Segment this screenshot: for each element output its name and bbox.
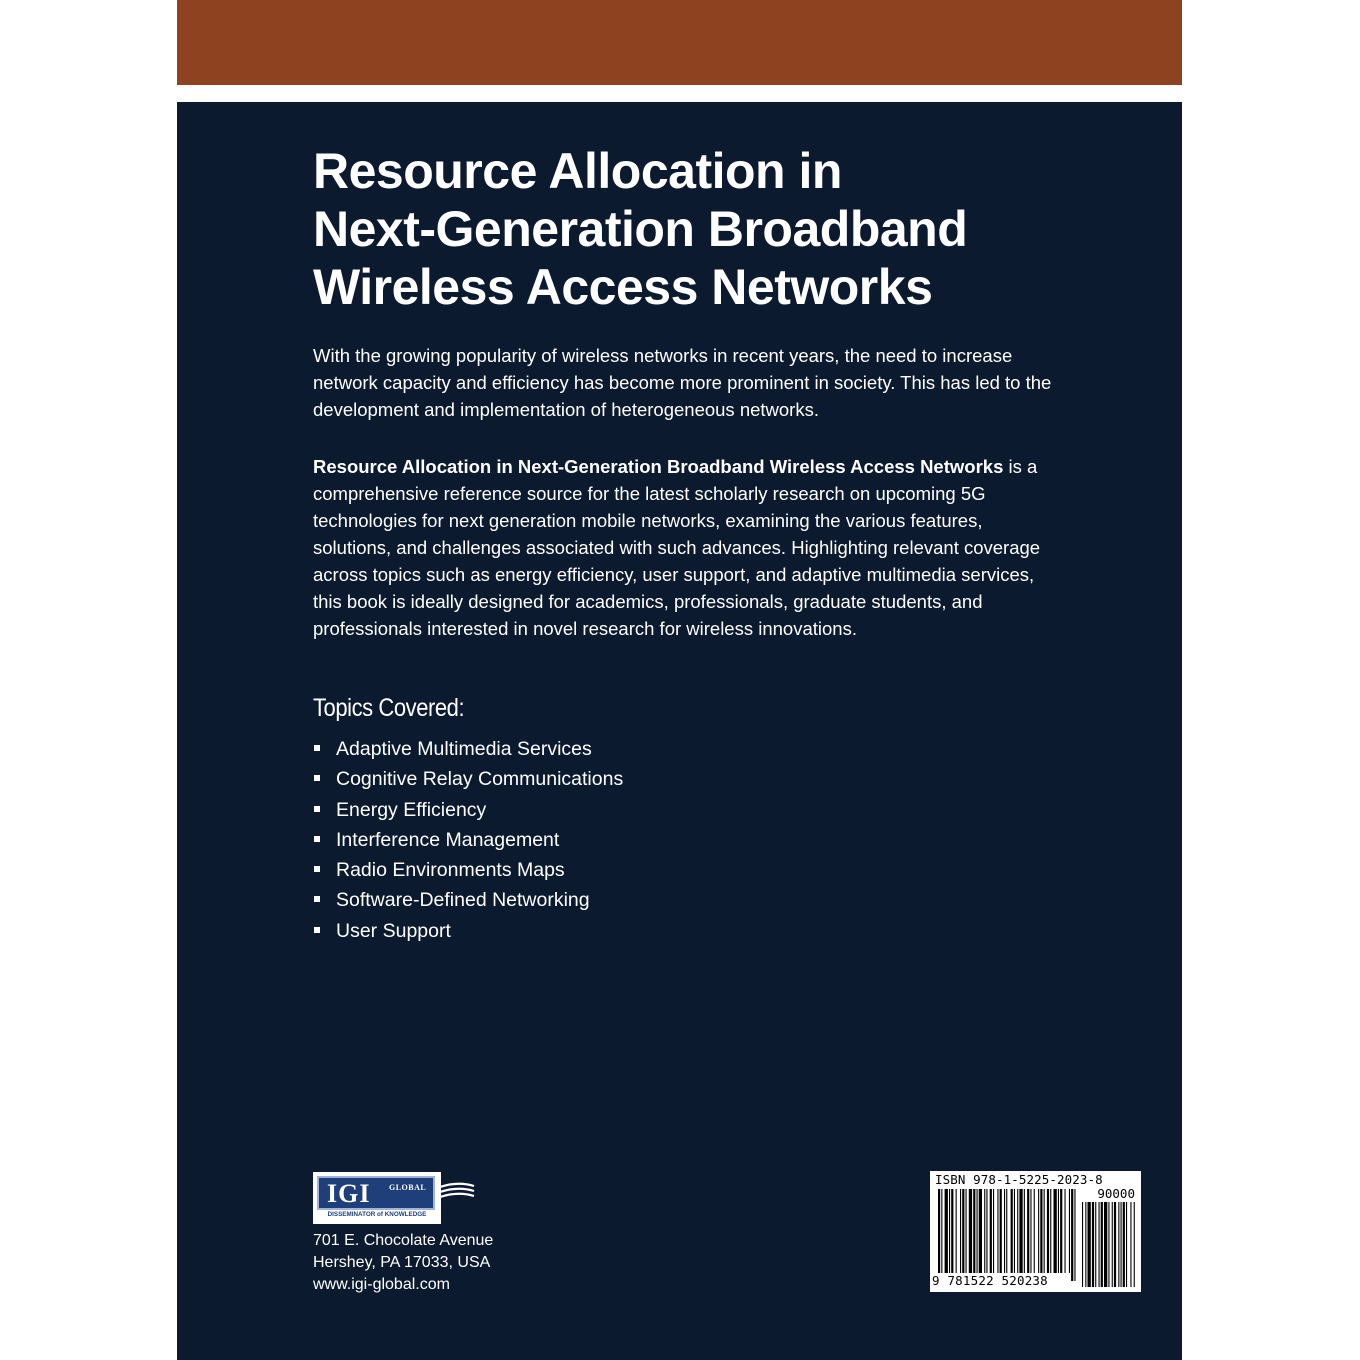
bullet-icon (314, 836, 320, 842)
barcode-bar (1030, 1189, 1031, 1273)
barcode-addon-bar (1099, 1202, 1100, 1287)
bullet-icon (314, 745, 320, 751)
isbn-barcode (930, 1171, 1141, 1292)
barcode-bar (960, 1189, 961, 1273)
barcode-bar (969, 1189, 972, 1273)
title-line: Wireless Access Networks (313, 259, 933, 315)
barcode-addon-bar (1130, 1202, 1131, 1287)
publisher-website: www.igi-global.com (313, 1276, 450, 1293)
list-item (313, 885, 623, 915)
logo-subtext: GLOBAL (389, 1183, 427, 1192)
barcode-addon-bar (1085, 1202, 1086, 1287)
back-cover (177, 102, 1182, 1360)
title-line: Next-Generation Broadband (313, 201, 968, 257)
barcode-bar (1000, 1189, 1002, 1273)
barcode-bar (979, 1189, 982, 1273)
topic-label: Adaptive Multimedia Services (336, 738, 592, 760)
list-item (313, 916, 623, 946)
barcode-bar (993, 1189, 994, 1273)
barcode-addon-bar (1104, 1202, 1107, 1287)
barcode-bar (1011, 1189, 1013, 1273)
topic-label: Cognitive Relay Communications (336, 768, 624, 791)
barcode-bar (1019, 1189, 1022, 1273)
topic-label: Interference Management (336, 828, 560, 851)
igi-global-logo (313, 1172, 441, 1224)
barcode-bar (1050, 1189, 1051, 1273)
topic-label: Radio Environments Maps (336, 859, 565, 882)
book-title (313, 142, 1133, 316)
topics-heading: Topics Covered: (313, 694, 465, 722)
barcode-bar (941, 1189, 942, 1281)
address-line: Hershey, PA 17033, USA (313, 1254, 491, 1271)
logo-swoosh-icon (440, 1181, 476, 1205)
publisher-address (313, 1230, 493, 1296)
barcode-addon-bar (1121, 1202, 1122, 1287)
description-text: is a comprehensive reference source for the latest scholarly research on upcoming 5G technologies for next generation mobile networks, examining the various features, solutions, and challenges associated with such advances. Highlighting relevant coverage across topics such as energy efficiency, user support, and adaptive multimedia services, this book is ideally designed for academics, professionals, graduate students, and professionals interested in novel research for wireless innovations. (313, 456, 1041, 639)
isbn-number: ISBN 978-1-5225-2023-8 (935, 1172, 1103, 1187)
barcode-bar (1047, 1189, 1049, 1273)
barcode-bar (951, 1189, 953, 1273)
barcode-bar (984, 1189, 985, 1273)
barcode-addon-bar (1101, 1202, 1103, 1287)
list-item (313, 825, 623, 855)
barcode-addon-bar (1126, 1202, 1127, 1287)
barcode-bar (1034, 1189, 1035, 1273)
topics-list (313, 734, 623, 946)
barcode-digits: 9 781522 520238 (932, 1273, 1048, 1288)
bullet-icon (314, 866, 320, 872)
barcode-addon-bar (1118, 1202, 1119, 1287)
barcode-bar (986, 1189, 987, 1273)
list-item (313, 764, 623, 794)
barcode-bar (1004, 1189, 1005, 1281)
barcode-bar (977, 1189, 978, 1273)
address-line: 701 E. Chocolate Avenue (313, 1232, 494, 1249)
barcode-bar (945, 1189, 948, 1273)
topic-label: User Support (336, 919, 451, 942)
price-code: 90000 (1097, 1186, 1135, 1201)
barcode-addon-bar (1108, 1202, 1109, 1287)
list-item (313, 855, 623, 885)
barcode-bar (1017, 1189, 1018, 1273)
barcode-bar (1054, 1189, 1057, 1273)
barcode-addon-bar (1123, 1202, 1125, 1287)
bullet-icon (314, 896, 320, 902)
barcode-bar (1024, 1189, 1025, 1273)
barcode-bar (973, 1189, 975, 1273)
barcode-bar (1044, 1189, 1045, 1273)
bullet-icon (314, 927, 320, 933)
logo-text: IGI (327, 1179, 371, 1208)
barcode-bar (1058, 1189, 1059, 1273)
barcode-addon-bar (1095, 1202, 1096, 1287)
barcode-bar (1040, 1189, 1042, 1273)
logo-tagline: DISSEMINATOR of KNOWLEDGE (327, 1211, 427, 1218)
bullet-icon (314, 775, 320, 781)
barcode-addon-bar (1134, 1202, 1135, 1287)
barcode-bar (1014, 1189, 1015, 1273)
topic-label: Energy Efficiency (336, 798, 487, 821)
barcode-bar (962, 1189, 964, 1273)
barcode-bar (1065, 1189, 1066, 1273)
barcode-bar (1027, 1189, 1029, 1273)
barcode-bar (990, 1189, 992, 1273)
description-book-title: Resource Allocation in Next-Generation Broadband Wireless Access Networks (313, 456, 1004, 477)
topic-label: Software-Defined Networking (336, 889, 590, 912)
barcode-addon-bar (1092, 1202, 1094, 1287)
title-line: Resource Allocation in (313, 143, 842, 199)
barcode-bar (1038, 1189, 1039, 1273)
description-paragraph (313, 453, 1053, 642)
barcode-bar (938, 1189, 940, 1281)
barcode-addon-bar (1114, 1202, 1116, 1287)
barcode-addon-bar (1082, 1202, 1083, 1287)
intro-paragraph: With the growing popularity of wireless networks in recent years, the need to increase network capacity and efficiency has become more prominent in society. This has led to the development and implementation of heterogeneous networks. (313, 345, 1052, 420)
barcode-addon-bar (1088, 1202, 1091, 1287)
barcode-bar (1006, 1189, 1007, 1281)
barcode-bar (949, 1189, 950, 1273)
barcode-bar (997, 1189, 998, 1273)
barcode-bar (966, 1189, 967, 1273)
barcode-bar (956, 1189, 957, 1273)
bullet-icon (314, 806, 320, 812)
barcode-bar (1071, 1189, 1073, 1281)
logo-mark (317, 1176, 435, 1210)
barcode-bar (1069, 1189, 1070, 1273)
barcode-bar (1060, 1189, 1062, 1273)
list-item (313, 734, 623, 764)
top-color-band (177, 0, 1182, 85)
barcode-bar (1074, 1189, 1075, 1281)
list-item (313, 795, 623, 825)
barcode-addon-bar (1112, 1202, 1113, 1287)
